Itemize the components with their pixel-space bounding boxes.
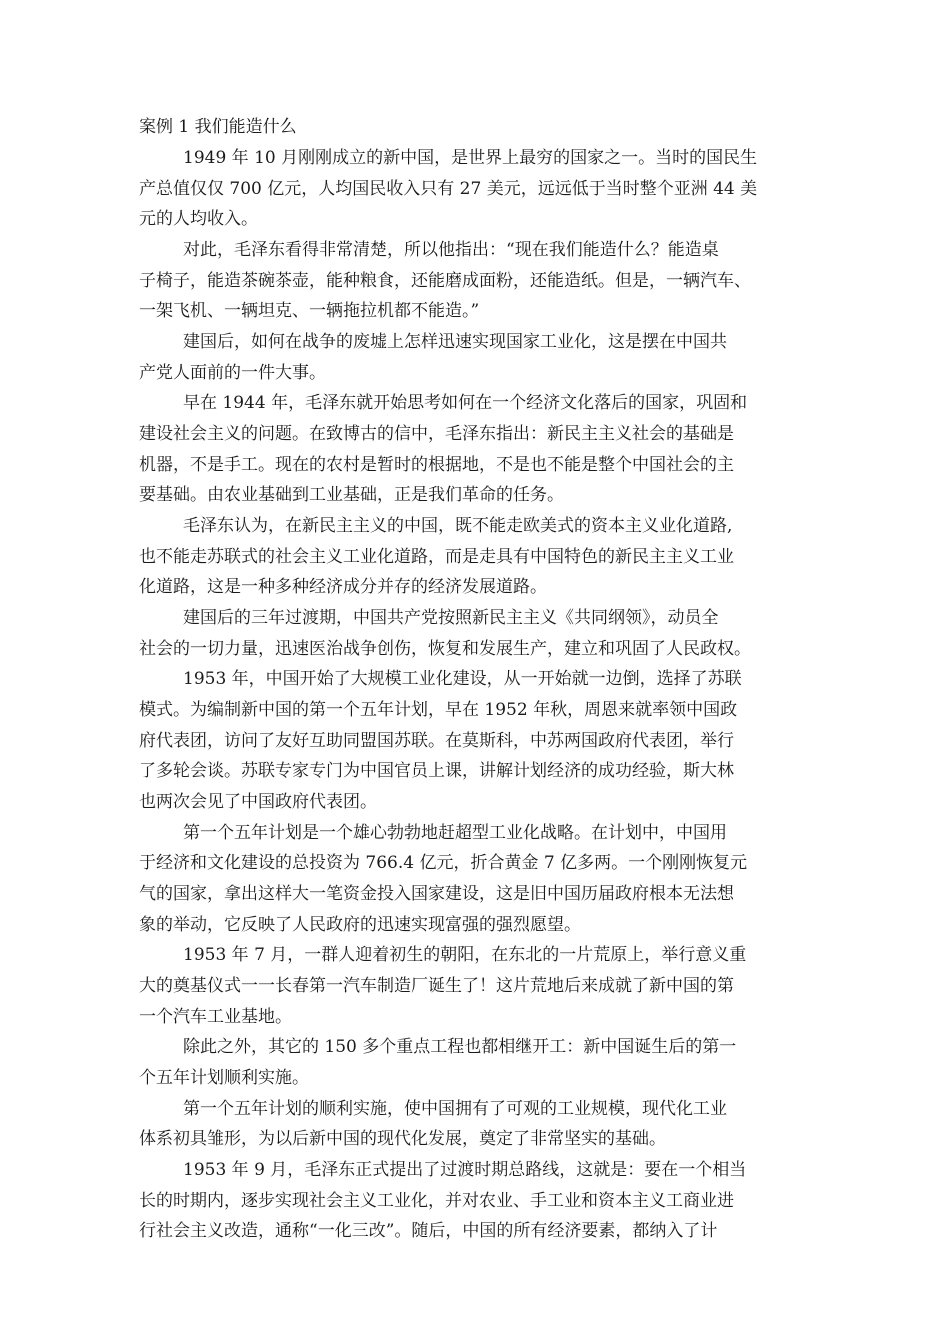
text-line: 除此之外，其它的 150 多个重点工程也都相继开工：新中国诞生后的第一	[183, 1037, 737, 1057]
text-line: 产党人面前的一件大事。	[139, 363, 326, 383]
text-line: 个五年计划顺利实施。	[139, 1068, 309, 1088]
text-line: 1953 年，中国开始了大规模工业化建设，从一开始就一边倒，选择了苏联	[183, 669, 742, 689]
text-line: 要基础。由农业基础到工业基础，正是我们革命的任务。	[139, 485, 564, 505]
text-line: 毛泽东认为，在新民主主义的中国，既不能走欧美式的资本主义业化道路,	[183, 516, 733, 536]
text-line: 元的人均收入。	[139, 209, 258, 229]
text-line: 机器，不是手工。现在的农村是暂时的根据地，不是也不能是整个中国社会的主	[139, 455, 734, 475]
text-line: 早在 1944 年，毛泽东就开始思考如何在一个经济文化落后的国家，巩固和	[183, 393, 748, 413]
text-line: 对此，毛泽东看得非常清楚，所以他指出：“现在我们能造什么？能造桌	[183, 240, 719, 260]
text-line: 一个汽车工业基地。	[139, 1007, 292, 1027]
text-line: 1949 年 10 月刚刚成立的新中国，是世界上最穷的国家之一。当时的国民生	[183, 148, 758, 168]
text-line: 府代表团，访问了友好互助同盟国苏联。在莫斯科，中苏两国政府代表团，举行	[139, 731, 734, 751]
text-line: 第一个五年计划是一个雄心勃勃地赶超型工业化战略。在计划中，中国用	[183, 823, 727, 843]
text-line: 模式。为编制新中国的第一个五年计划，早在 1952 年秋，周恩来就率领中国政	[139, 700, 738, 720]
text-line: 象的举动，它反映了人民政府的迅速实现富强的强烈愿望。	[139, 915, 581, 935]
text-line: 行社会主义改造，通称“一化三改”。随后，中国的所有经济要素，都纳入了计	[139, 1221, 718, 1241]
text-line: 产总值仅仅 700 亿元，人均国民收入只有 27 美元，远远低于当时整个亚洲 44 美	[139, 179, 758, 199]
text-line: 一架飞机、一辆坦克、一辆拖拉机都不能造。”	[139, 301, 480, 321]
text-line: 建国后，如何在战争的废墟上怎样迅速实现国家工业化，这是摆在中国共	[183, 332, 727, 352]
text-line: 大的奠基仪式一一长春第一汽车制造厂诞生了！这片荒地后来成就了新中国的第	[139, 976, 734, 996]
text-line: 第一个五年计划的顺利实施，使中国拥有了可观的工业规模，现代化工业	[183, 1099, 727, 1119]
text-line: 1953 年 9 月，毛泽东正式提出了过渡时期总路线，这就是：要在一个相当	[183, 1160, 747, 1180]
text-line: 社会的一切力量，迅速医治战争创伤，恢复和发展生产，建立和巩固了人民政权。	[139, 639, 751, 659]
text-line: 1953 年 7 月，一群人迎着初生的朝阳，在东北的一片荒原上，举行意义重	[183, 945, 747, 965]
text-line: 也不能走苏联式的社会主义工业化道路，而是走具有中国特色的新民主主义工业	[139, 547, 734, 567]
text-line: 也两次会见了中国政府代表团。	[139, 792, 377, 812]
text-line: 于经济和文化建设的总投资为 766.4 亿元，折合黄金 7 亿多两。一个刚刚恢复元	[139, 853, 748, 873]
text-line: 了多轮会谈。苏联专家专门为中国官员上课，讲解计划经济的成功经验，斯大林	[139, 761, 734, 781]
text-line: 长的时期内，逐步实现社会主义工业化，并对农业、手工业和资本主义工商业进	[139, 1191, 734, 1211]
text-line: 建国后的三年过渡期，中国共产党按照新民主主义《共同纲领》，动员全	[183, 608, 719, 628]
text-line: 体系初具雏形，为以后新中国的现代化发展，奠定了非常坚实的基础。	[139, 1129, 666, 1149]
text-line: 子椅子，能造茶碗茶壶，能种粮食，还能磨成面粉，还能造纸。但是，一辆汽车、	[139, 271, 751, 291]
document-title: 案例 1 我们能造什么	[139, 117, 297, 137]
text-line: 气的国家，拿出这样大一笔资金投入国家建设，这是旧中国历届政府根本无法想	[139, 884, 734, 904]
text-line: 建设社会主义的问题。在致博古的信中，毛泽东指出：新民主主义社会的基础是	[139, 424, 734, 444]
text-line: 化道路，这是一种多种经济成分并存的经济发展道路。	[139, 577, 547, 597]
